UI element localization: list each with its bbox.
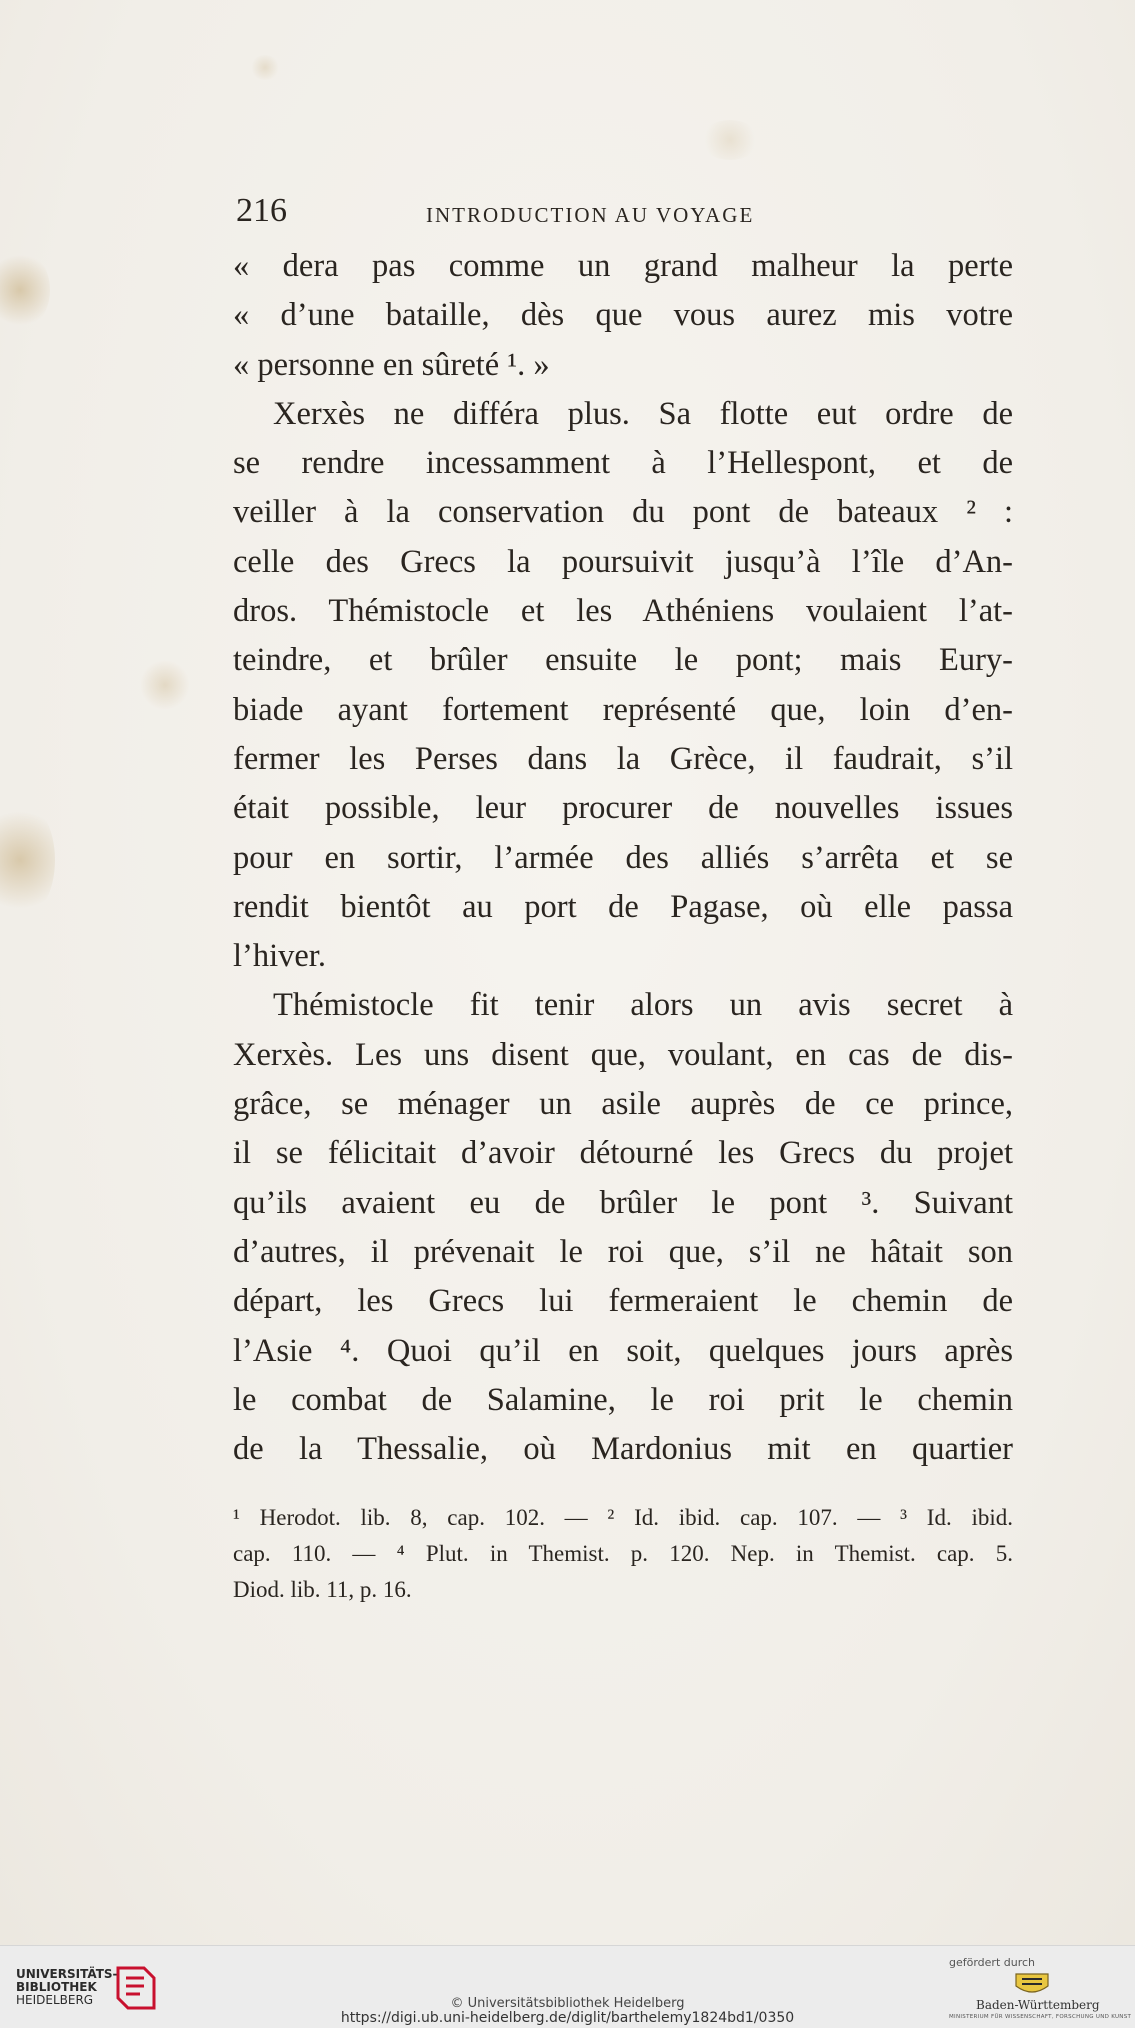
text-line: « d’une bataille, dès que vous aurez mis votre (233, 297, 1013, 334)
text-line: l’Asie ⁴. Quoi qu’il en soit, quelques jours après (233, 1332, 1013, 1369)
funder-subtitle: MINISTERIUM FÜR WISSENSCHAFT, FORSCHUNG UND KUNST (949, 2014, 1132, 2020)
text-line: veiller à la conservation du pont de bateaux ² : (233, 494, 1013, 531)
baden-wuerttemberg-crest-icon (1012, 1972, 1052, 1998)
page-header (233, 192, 1013, 232)
text-line: Thémistocle fit tenir alors un avis secret à (273, 987, 1013, 1024)
text-line: Xerxès. Les uns disent que, voulant, en cas de dis- (233, 1036, 1013, 1073)
text-line: d’autres, il prévenait le roi que, s’il ne hâtait son (233, 1233, 1013, 1270)
text-line: grâce, se ménager un asile auprès de ce prince, (233, 1086, 1013, 1123)
footnotes (233, 1500, 1013, 1608)
paper-stain (0, 800, 55, 920)
text-line: Xerxès ne différa plus. Sa flotte eut ordre de (273, 395, 1013, 432)
paper-stain (700, 120, 760, 160)
text-line: se rendre incessamment à l’Hellespont, et de (233, 445, 1013, 482)
funded-by-label: gefördert durch (949, 1956, 1036, 1969)
text-line: fermer les Perses dans la Grèce, il faudrait, s’il (233, 740, 1013, 777)
text-line: il se félicitait d’avoir détourné les Grecs du projet (233, 1135, 1013, 1172)
copyright-text: © Universitätsbibliothek Heidelberg (450, 1996, 685, 2011)
text-line: teindre, et brûler ensuite le pont; mais Eury- (233, 642, 1013, 679)
library-name-line: UNIVERSITÄTS- (16, 1967, 118, 1981)
viewer-footer (0, 1945, 1135, 2028)
text-line: « dera pas comme un grand malheur la perte (233, 248, 1013, 284)
paper-stain (140, 660, 190, 710)
paper-stain (250, 55, 280, 80)
footnote-line: Diod. lib. 11, p. 16. (233, 1577, 412, 1602)
funder-name: Baden-Württemberg (976, 1998, 1100, 2012)
text-line: l’hiver. (233, 938, 326, 975)
text-line: biade ayant fortement représenté que, loin d’en- (233, 691, 1013, 728)
text-line: qu’ils avaient eu de brûler le pont ³. Suivant (233, 1184, 1013, 1221)
text-line: de la Thessalie, où Mardonius mit en quartier (233, 1431, 1013, 1468)
text-line: dros. Thémistocle et les Athéniens voulaient l’at- (233, 593, 1013, 630)
text-line: était possible, leur procurer de nouvelles issues (233, 790, 1013, 827)
permalink[interactable]: https://digi.ub.uni-heidelberg.de/diglit/barthelemy1824bd1/0350 (340, 2010, 795, 2026)
paper-stain (0, 250, 50, 330)
footnote-line: ¹ Herodot. lib. 8, cap. 102. — ² Id. ibid. cap. 107. — ³ Id. ibid. (233, 1505, 1013, 1530)
footnote-line: cap. 110. — ⁴ Plut. in Themist. p. 120. Nep. in Themist. cap. 5. (233, 1541, 1013, 1566)
text-line: pour en sortir, l’armée des alliés s’arrêta et se (233, 839, 1013, 876)
library-name-line: BIBLIOTHEK (16, 1980, 97, 1994)
text-line: celle des Grecs la poursuivit jusqu’à l’île d’An- (233, 543, 1013, 580)
text-line: le combat de Salamine, le roi prit le chemin (233, 1381, 1013, 1418)
running-title: INTRODUCTION AU VOYAGE (426, 203, 755, 227)
page-number: 216 (236, 192, 287, 229)
body-text (233, 242, 1013, 1474)
text-line: « personne en sûreté ¹. » (233, 346, 550, 383)
library-name-line: HEIDELBERG (16, 1993, 94, 2007)
text-line: rendit bientôt au port de Pagase, où elle passa (233, 888, 1013, 925)
text-line: départ, les Grecs lui fermeraient le chemin de (233, 1283, 1013, 1320)
